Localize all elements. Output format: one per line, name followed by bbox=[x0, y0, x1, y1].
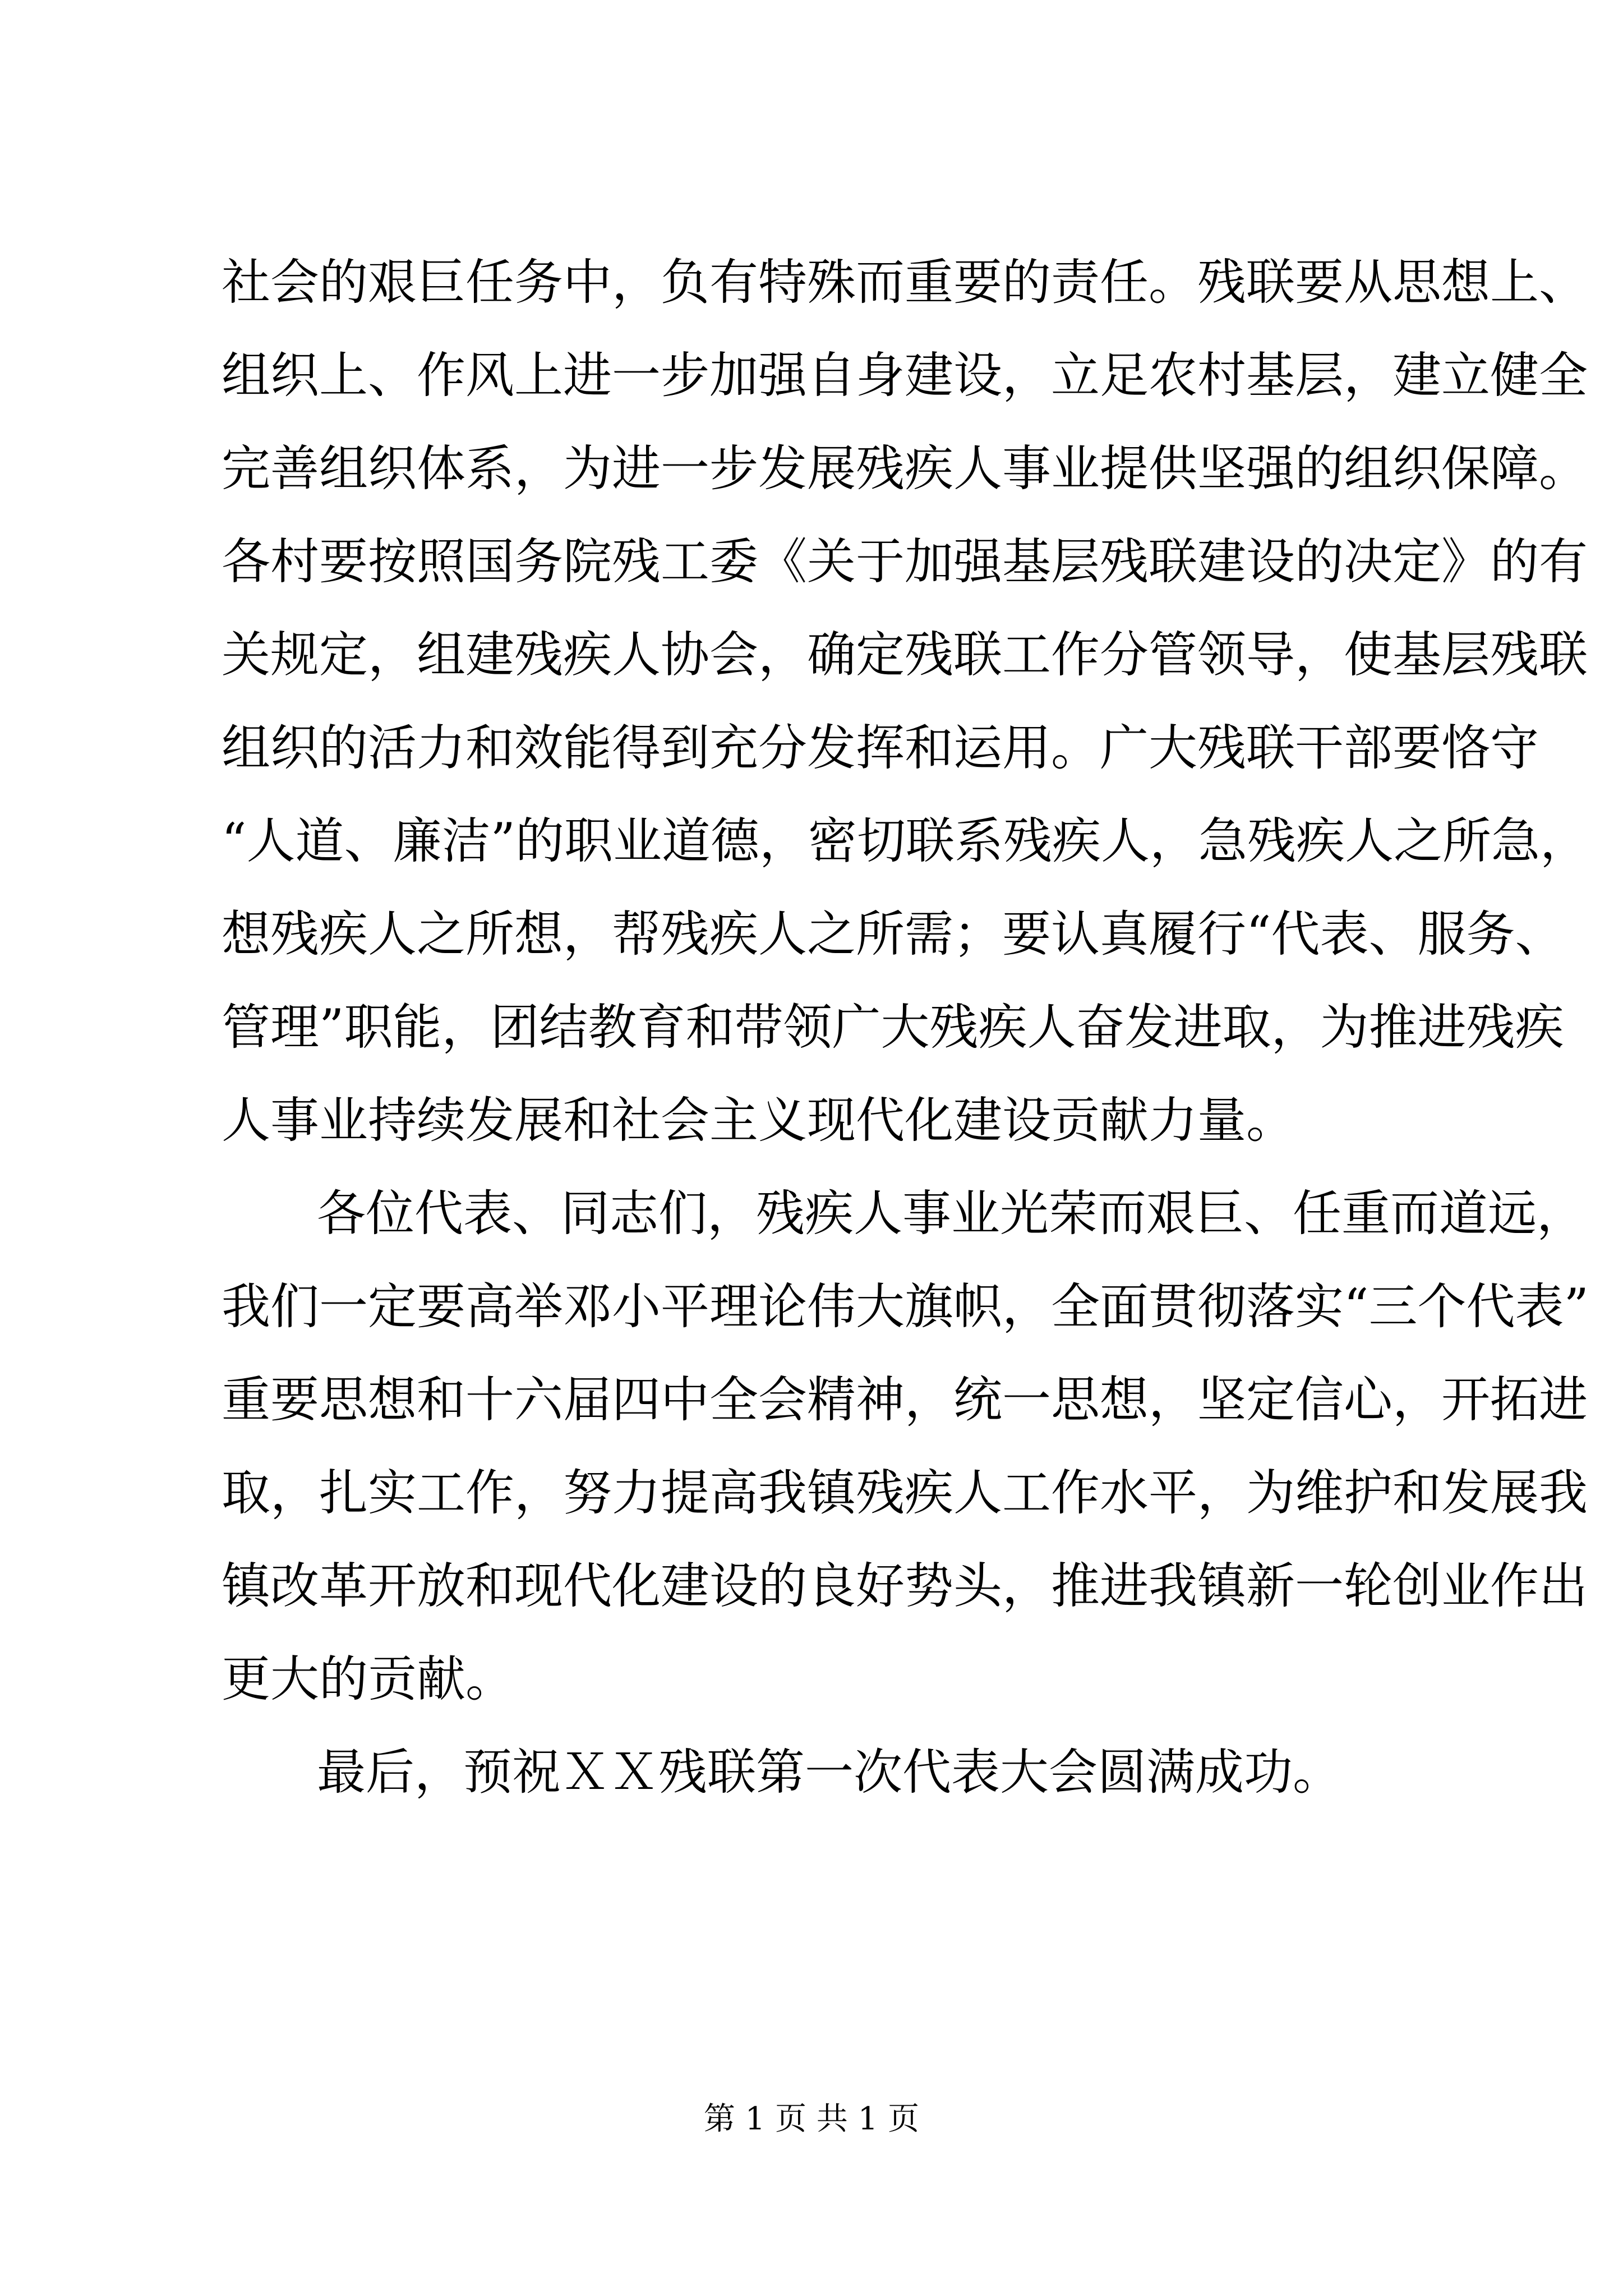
text-line: 完善组织体系，为进一步发展残疾人事业提供坚强的组织保障。 bbox=[222, 440, 1588, 497]
text-line: 组织上、作风上进一步加强自身建设，立足农村基层，建立健全 bbox=[222, 347, 1588, 404]
text-line: 想残疾人之所想，帮残疾人之所需；要认真履行“代表、服务、 bbox=[222, 905, 1564, 963]
page-number: 第 1 页 共 1 页 bbox=[703, 2101, 920, 2137]
paragraph-first-line: 最后，预祝ＸＸ残联第一次代表大会圆满成功。 bbox=[317, 1743, 1341, 1801]
text-line: 重要思想和十六届四中全会精神，统一思想，坚定信心，开拓进 bbox=[222, 1371, 1588, 1428]
text-line: 更大的贡献。 bbox=[222, 1650, 514, 1708]
text-line: 人事业持续发展和社会主义现代化建设贡献力量。 bbox=[222, 1092, 1295, 1149]
page-footer bbox=[0, 2097, 1623, 2142]
text-line: 我们一定要高举邓小平理论伟大旗帜，全面贯彻落实“三个代表” bbox=[222, 1278, 1589, 1335]
text-line: 组织的活力和效能得到充分发挥和运用。广大残联干部要恪守 bbox=[222, 719, 1539, 776]
text-line: 各村要按照国务院残工委《关于加强基层残联建设的决定》的有 bbox=[222, 533, 1588, 590]
text-line: “人道、廉洁”的职业道德，密切联系残疾人，急残疾人之所急， bbox=[222, 812, 1589, 869]
text-line: 社会的艰巨任务中，负有特殊而重要的责任。残联要从思想上、 bbox=[222, 254, 1588, 311]
document-body bbox=[222, 236, 1589, 1819]
text-line: 管理”职能，团结教育和带领广大残疾人奋发进取，为推进残疾 bbox=[222, 999, 1564, 1056]
text-line: 镇改革开放和现代化建设的良好势头，推进我镇新一轮创业作出 bbox=[222, 1557, 1588, 1614]
text-line: 关规定，组建残疾人协会，确定残联工作分管领导，使基层残联 bbox=[222, 626, 1588, 683]
text-line: 取，扎实工作，努力提高我镇残疾人工作水平，为维护和发展我 bbox=[222, 1464, 1588, 1521]
paragraph-first-line: 各位代表、同志们，残疾人事业光荣而艰巨、任重而道远， bbox=[317, 1185, 1585, 1242]
